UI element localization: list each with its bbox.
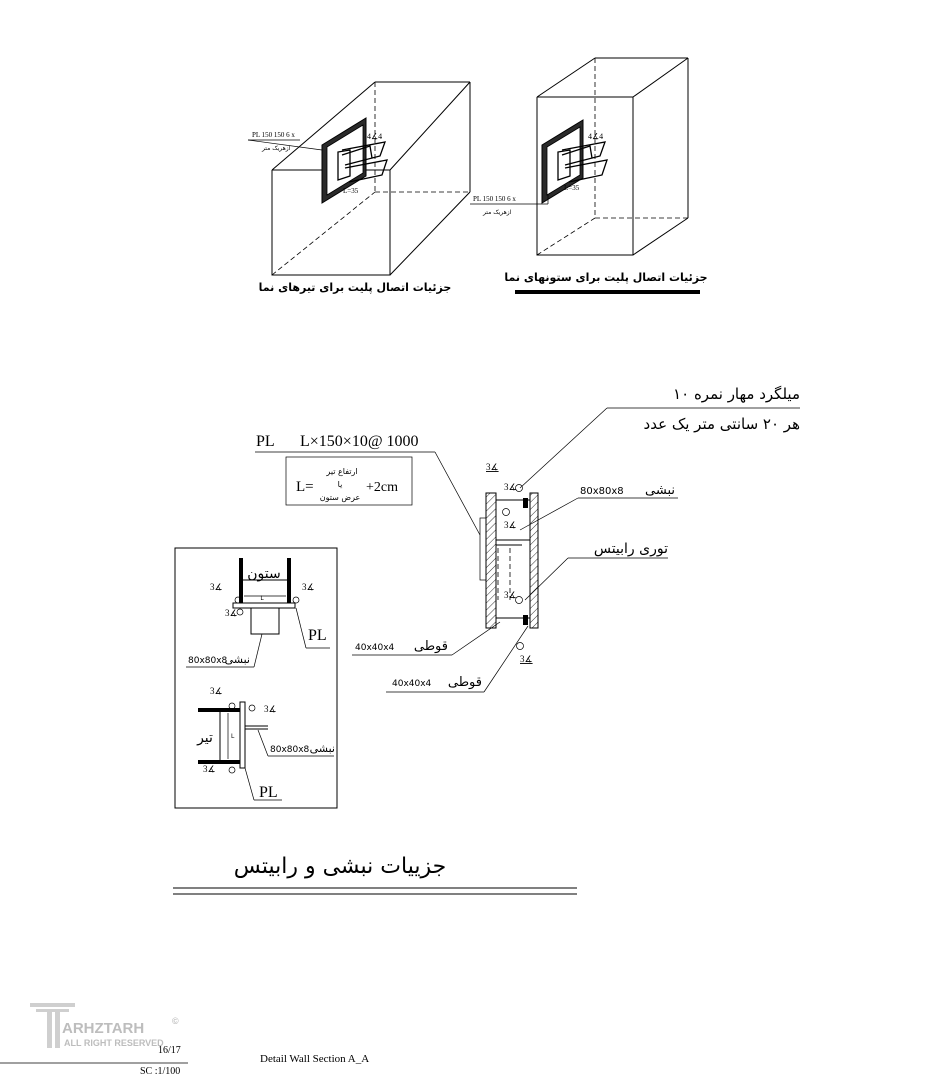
anchor-note-line1: میلگرد مهار نمره ۱۰ <box>673 385 800 403</box>
inset-angle-size-bottom: 80x80x8 <box>270 745 310 755</box>
dim-l: L <box>260 595 264 602</box>
inset-detail <box>175 548 337 808</box>
sheet-number: 16/17 <box>158 1045 181 1056</box>
angle-size-label: 80x80x8 <box>580 486 624 497</box>
weld-30-top: 3∡ <box>486 462 499 472</box>
mesh-label: توری رابیتس <box>593 541 668 557</box>
strap-size-label-1: 40x40x4 <box>355 643 395 653</box>
inset-plate-label-bottom: PL <box>259 784 278 801</box>
plate-spec-label: PL 150 150 6 x <box>473 195 516 203</box>
drawing-scale: SC :1/100 <box>140 1066 181 1077</box>
inset-angle-label-bottom: نبشی <box>309 742 335 755</box>
length-formula-bottom: عرض ستون <box>319 493 361 502</box>
brand-logo <box>30 1003 179 1048</box>
spacing-note: ازهریک متر <box>262 145 291 152</box>
main-caption: جزییات نبشی و رابیتس <box>233 854 447 879</box>
strap-size-label-2: 40x40x4 <box>392 679 432 689</box>
spacing-note: ازهریک متر <box>483 209 512 216</box>
plate-label: PL <box>256 433 275 450</box>
weld-3-top: 3∡ <box>504 482 517 492</box>
column-plate-detail <box>470 58 708 292</box>
column-detail-caption: جزئیات اتصال پلیت برای ستونهای نما <box>504 271 708 284</box>
inset-plate-label-top: PL <box>308 627 327 644</box>
brand-name: ARHZTARH <box>62 1020 145 1037</box>
bar-length-label: L=35 <box>343 187 359 195</box>
weld-3-beam-top: 3∡ <box>210 686 223 696</box>
beam-plate-detail <box>248 82 470 294</box>
beam-detail-caption: جزئیات اتصال پلیت برای تیرهای نما <box>258 281 452 294</box>
weld-size-label: 4∡4 <box>367 132 383 141</box>
main-caption-block <box>173 854 577 894</box>
drawing-title: Detail Wall Section A_A <box>260 1053 370 1065</box>
inset-angle-size-top: 80x80x8 <box>188 656 228 666</box>
title-block <box>0 1045 369 1077</box>
strap-label-1: قوطی <box>413 639 448 654</box>
wall-hatch-left <box>486 493 496 628</box>
length-formula-top: ارتفاع تیر <box>326 467 358 476</box>
bar-length-label: L=35 <box>564 184 580 192</box>
weld-3-beam-bottom: 3∡ <box>203 764 216 774</box>
anchor-note-line2: هر ۲۰ سانتی متر یک عدد <box>643 415 800 433</box>
inset-angle-label-top: نبشی <box>224 653 250 666</box>
strap-label-2: قوطی <box>447 675 482 690</box>
weld-3-mid: 3∡ <box>504 520 517 530</box>
dim-l-beam: L <box>231 733 235 740</box>
length-formula-rhs: +2cm <box>366 480 398 495</box>
length-formula-mid: یا <box>337 480 343 489</box>
column-label: ستون <box>247 566 281 582</box>
weld-3-low: 3∡ <box>504 590 517 600</box>
weld-3-beam-right: 3∡ <box>264 704 277 714</box>
angle-label: نبشی <box>645 483 675 498</box>
wall-hatch-right <box>530 493 538 628</box>
beam-label: تیر <box>197 730 213 746</box>
plate-spec-label: PL 150 150 6 x <box>252 131 295 139</box>
copyright-mark: © <box>172 1016 179 1026</box>
weld-3-left: 3∡ <box>210 582 223 592</box>
weld-3-right: 3∡ <box>302 582 315 592</box>
weld-3-lower: 3∡ <box>225 608 238 618</box>
length-formula-lhs: L= <box>296 479 314 495</box>
weld-30-bottom: 3∡ <box>520 654 533 664</box>
brand-subtitle: ALL RIGHT RESERVED <box>64 1038 164 1048</box>
plate-formula: L×150×10@ 1000 <box>300 433 419 450</box>
weld-size-label: 4∡4 <box>588 132 604 141</box>
